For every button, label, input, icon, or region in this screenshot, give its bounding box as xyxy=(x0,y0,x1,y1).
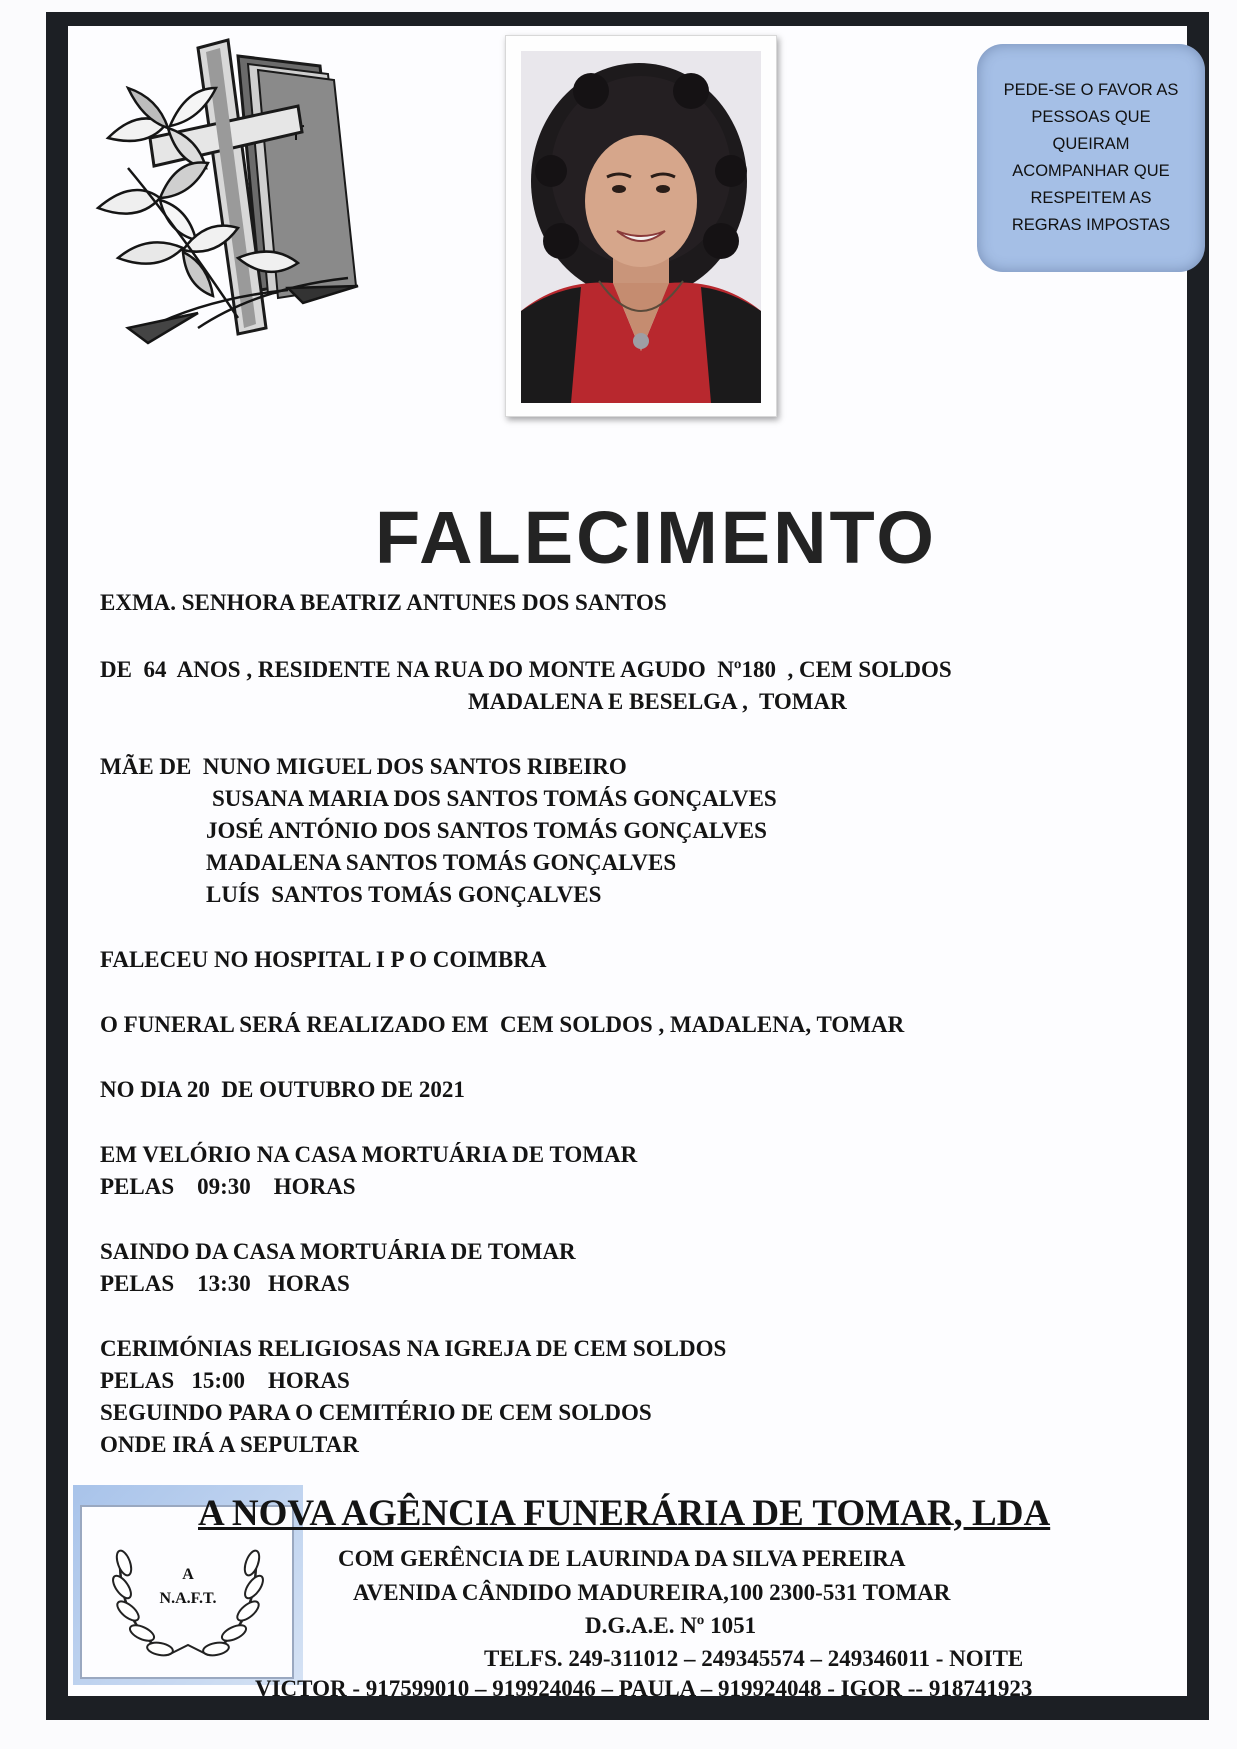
portrait-photo xyxy=(521,51,761,403)
age-residence: DE 64 ANOS , RESIDENTE NA RUA DO MONTE AGUDO Nº180 , CEM SOLDOS xyxy=(100,657,952,682)
notice-line: QUEIRAM xyxy=(1052,135,1130,153)
agency-name: A NOVA AGÊNCIA FUNERÁRIA DE TOMAR, LDA xyxy=(198,1493,1051,1534)
portrait-frame xyxy=(505,35,777,417)
agency-management: COM GERÊNCIA DE LAURINDA DA SILVA PEREIRA xyxy=(338,1546,906,1571)
page-title: FALECIMENTO xyxy=(375,496,937,579)
wake-location: EM VELÓRIO NA CASA MORTUÁRIA DE TOMAR xyxy=(100,1142,638,1167)
logo-initials: N.A.F.T. xyxy=(159,1590,217,1607)
cross-with-lilies-icon xyxy=(88,28,378,348)
notice-line: REGRAS IMPOSTAS xyxy=(1011,216,1171,234)
burial-line: ONDE IRÁ A SEPULTAR xyxy=(100,1432,359,1457)
wake-time: PELAS 09:30 HORAS xyxy=(100,1174,356,1199)
notice-line: RESPEITEM AS xyxy=(1030,189,1152,207)
agency-address: AVENIDA CÂNDIDO MADUREIRA,100 2300-531 TOMAR xyxy=(353,1580,951,1605)
residence-line-2: MADALENA E BESELGA , TOMAR xyxy=(468,689,847,714)
deceased-name: EXMA. SENHORA BEATRIZ ANTUNES DOS SANTOS xyxy=(100,590,667,615)
agency-license: D.G.A.E. Nº 1051 xyxy=(585,1613,757,1638)
ceremony-time: PELAS 15:00 HORAS xyxy=(100,1368,350,1393)
covid-rules-notice xyxy=(977,44,1205,272)
laurel-wreath-icon xyxy=(98,1515,278,1665)
child-name: MADALENA SANTOS TOMÁS GONÇALVES xyxy=(206,850,677,875)
child-name: LUÍS SANTOS TOMÁS GONÇALVES xyxy=(206,882,602,907)
departure-time: PELAS 13:30 HORAS xyxy=(100,1271,350,1296)
hospital-line: FALECEU NO HOSPITAL I P O COIMBRA xyxy=(100,947,547,972)
notice-line: PESSOAS QUE xyxy=(1031,108,1151,126)
child-name: SUSANA MARIA DOS SANTOS TOMÁS GONÇALVES xyxy=(212,786,777,811)
notice-line: PEDE-SE O FAVOR AS xyxy=(1003,81,1179,99)
funeral-date: NO DIA 20 DE OUTUBRO DE 2021 xyxy=(100,1077,465,1102)
cemetery-line: SEGUINDO PARA O CEMITÉRIO DE CEM SOLDOS xyxy=(100,1400,652,1425)
departure-location: SAINDO DA CASA MORTUÁRIA DE TOMAR xyxy=(100,1239,576,1264)
logo-letter: A xyxy=(182,1566,194,1583)
child-name: JOSÉ ANTÓNIO DOS SANTOS TOMÁS GONÇALVES xyxy=(206,818,767,843)
mother-of-line: MÃE DE NUNO MIGUEL DOS SANTOS RIBEIRO xyxy=(100,754,627,779)
night-phones: VICTOR - 917599010 – 919924046 – PAULA – 919924048 - IGOR -- 918741923 xyxy=(255,1676,1033,1696)
ceremony-location: CERIMÓNIAS RELIGIOSAS NA IGREJA DE CEM SOLDOS xyxy=(100,1336,727,1361)
notice-line: ACOMPANHAR QUE xyxy=(1012,162,1170,180)
funeral-location: O FUNERAL SERÁ REALIZADO EM CEM SOLDOS , MADALENA, TOMAR xyxy=(100,1012,905,1037)
agency-phones: TELFS. 249-311012 – 249345574 – 249346011 - NOITE xyxy=(484,1646,1024,1671)
